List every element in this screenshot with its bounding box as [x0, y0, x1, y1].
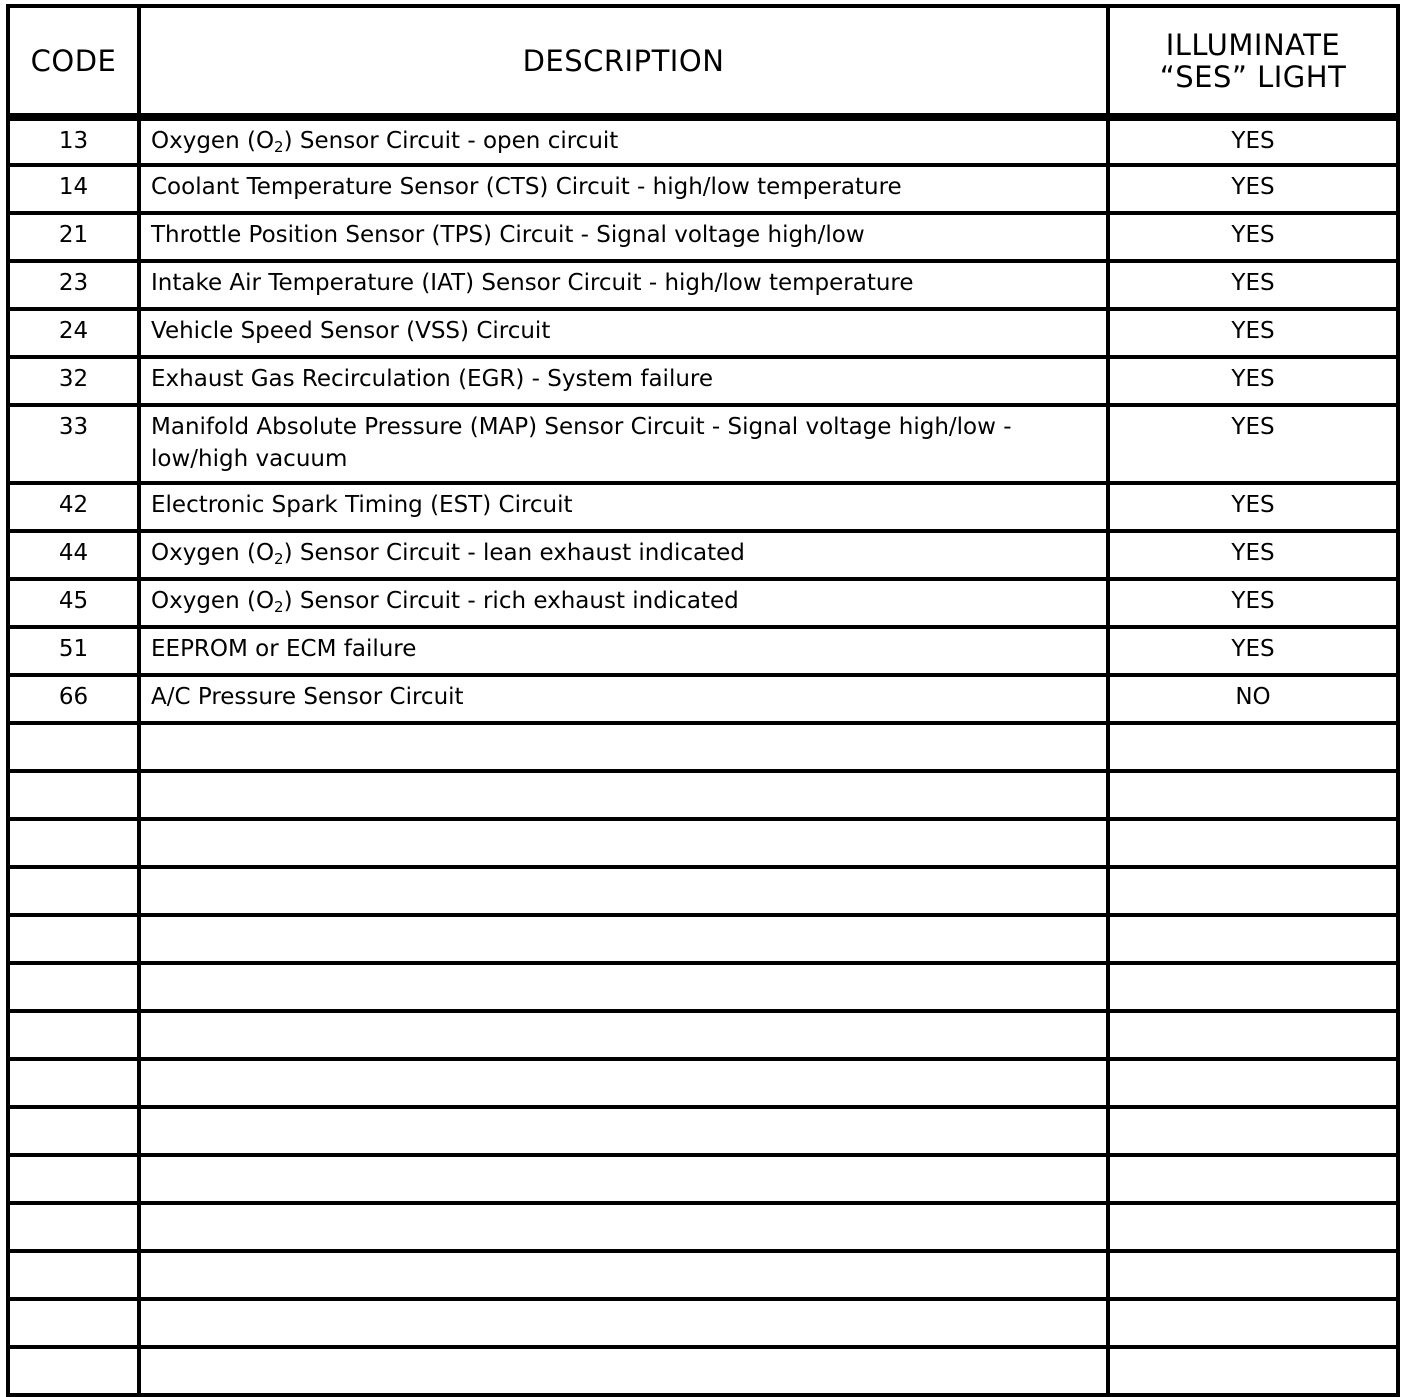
- table-row: [8, 627, 1398, 675]
- empty-table-row: [8, 1155, 1398, 1203]
- empty-cell: [8, 1299, 139, 1347]
- empty-cell: [1108, 963, 1398, 1011]
- empty-cell: [1108, 723, 1398, 771]
- empty-cell: [8, 1251, 139, 1299]
- empty-cell: [139, 1155, 1108, 1203]
- ses-light-column-header: [1108, 6, 1398, 117]
- empty-table-row: [8, 723, 1398, 771]
- code-cell: 51: [8, 627, 139, 675]
- empty-cell: [139, 1203, 1108, 1251]
- empty-cell: [139, 723, 1108, 771]
- ses-light-cell: NO: [1108, 675, 1398, 723]
- empty-table-row: [8, 819, 1398, 867]
- table-row: [8, 213, 1398, 261]
- empty-cell: [8, 915, 139, 963]
- empty-cell: [139, 1251, 1108, 1299]
- description-cell: Coolant Temperature Sensor (CTS) Circuit - high/low temperature: [139, 165, 1108, 213]
- ses-light-header-line1: ILLUMINATE: [1165, 27, 1341, 62]
- table-row: [8, 483, 1398, 531]
- ses-light-cell: YES: [1108, 213, 1398, 261]
- empty-cell: [139, 1107, 1108, 1155]
- ses-light-cell: YES: [1108, 627, 1398, 675]
- empty-cell: [1108, 1107, 1398, 1155]
- empty-table-row: [8, 1203, 1398, 1251]
- description-cell: Throttle Position Sensor (TPS) Circuit - Signal voltage high/low: [139, 213, 1108, 261]
- empty-cell: [139, 771, 1108, 819]
- description-text: Oxygen (O: [151, 128, 275, 154]
- code-cell: 23: [8, 261, 139, 309]
- code-cell: 42: [8, 483, 139, 531]
- empty-cell: [1108, 1203, 1398, 1251]
- empty-cell: [1108, 1251, 1398, 1299]
- table-row: [8, 309, 1398, 357]
- empty-cell: [139, 1011, 1108, 1059]
- ses-light-cell: YES: [1108, 165, 1398, 213]
- empty-table-row: [8, 1347, 1398, 1395]
- code-cell: 66: [8, 675, 139, 723]
- table-row: [8, 117, 1398, 165]
- subscript-2: 2: [274, 138, 284, 156]
- empty-table-row: [8, 771, 1398, 819]
- empty-table-row: [8, 1059, 1398, 1107]
- empty-table-row: [8, 963, 1398, 1011]
- code-column-header: CODE: [8, 6, 139, 117]
- empty-cell: [8, 963, 139, 1011]
- table-row: [8, 675, 1398, 723]
- ses-light-cell: YES: [1108, 531, 1398, 579]
- code-cell: 44: [8, 531, 139, 579]
- code-cell: 21: [8, 213, 139, 261]
- empty-cell: [1108, 867, 1398, 915]
- table-row: [8, 261, 1398, 309]
- empty-table-row: [8, 867, 1398, 915]
- description-cell: [139, 579, 1108, 627]
- empty-table-row: [8, 1251, 1398, 1299]
- table-row: [8, 531, 1398, 579]
- table-header-row: [8, 6, 1398, 117]
- empty-cell: [1108, 1299, 1398, 1347]
- description-cell: [139, 531, 1108, 579]
- code-cell: 13: [8, 117, 139, 165]
- empty-cell: [1108, 819, 1398, 867]
- description-text: ) Sensor Circuit - open circuit: [283, 128, 619, 154]
- description-cell: Exhaust Gas Recirculation (EGR) - System failure: [139, 357, 1108, 405]
- empty-table-row: [8, 1299, 1398, 1347]
- empty-cell: [139, 963, 1108, 1011]
- empty-table-row: [8, 1107, 1398, 1155]
- empty-table-row: [8, 1011, 1398, 1059]
- empty-cell: [1108, 1347, 1398, 1395]
- empty-cell: [139, 1299, 1108, 1347]
- empty-cell: [8, 723, 139, 771]
- description-cell: Intake Air Temperature (IAT) Sensor Circuit - high/low temperature: [139, 261, 1108, 309]
- empty-cell: [8, 1203, 139, 1251]
- ses-light-header-line2: “SES” LIGHT: [1159, 59, 1347, 94]
- empty-cell: [8, 867, 139, 915]
- empty-cell: [8, 771, 139, 819]
- ses-light-cell: YES: [1108, 357, 1398, 405]
- description-cell: Vehicle Speed Sensor (VSS) Circuit: [139, 309, 1108, 357]
- code-cell: 33: [8, 405, 139, 483]
- code-cell: 32: [8, 357, 139, 405]
- empty-cell: [139, 1059, 1108, 1107]
- table-row: [8, 357, 1398, 405]
- empty-cell: [8, 819, 139, 867]
- code-cell: 45: [8, 579, 139, 627]
- ses-light-cell: YES: [1108, 309, 1398, 357]
- code-cell: 14: [8, 165, 139, 213]
- empty-cell: [139, 819, 1108, 867]
- table-row: [8, 165, 1398, 213]
- empty-cell: [8, 1155, 139, 1203]
- empty-cell: [1108, 915, 1398, 963]
- empty-cell: [139, 915, 1108, 963]
- empty-cell: [1108, 1155, 1398, 1203]
- subscript-2: 2: [274, 550, 284, 568]
- empty-cell: [1108, 1059, 1398, 1107]
- description-cell: EEPROM or ECM failure: [139, 627, 1108, 675]
- description-column-header: DESCRIPTION: [139, 6, 1108, 117]
- ses-light-cell: YES: [1108, 483, 1398, 531]
- description-text: ) Sensor Circuit - lean exhaust indicated: [283, 540, 745, 566]
- description-cell: [139, 117, 1108, 165]
- code-cell: 24: [8, 309, 139, 357]
- empty-cell: [1108, 1011, 1398, 1059]
- ses-light-cell: YES: [1108, 405, 1398, 483]
- empty-cell: [139, 1347, 1108, 1395]
- dtc-sheet: [6, 4, 1396, 1390]
- trouble-code-table: [6, 4, 1400, 1397]
- description-cell: Manifold Absolute Pressure (MAP) Sensor Circuit - Signal voltage high/low - low/high vacuum: [139, 405, 1108, 483]
- empty-cell: [1108, 771, 1398, 819]
- empty-cell: [139, 867, 1108, 915]
- description-text: Oxygen (O: [151, 588, 275, 614]
- table-row: [8, 579, 1398, 627]
- ses-light-cell: YES: [1108, 579, 1398, 627]
- empty-cell: [8, 1107, 139, 1155]
- description-cell: Electronic Spark Timing (EST) Circuit: [139, 483, 1108, 531]
- table-row: [8, 405, 1398, 483]
- subscript-2: 2: [274, 598, 284, 616]
- ses-light-cell: YES: [1108, 261, 1398, 309]
- empty-cell: [8, 1347, 139, 1395]
- empty-table-row: [8, 915, 1398, 963]
- empty-cell: [8, 1059, 139, 1107]
- description-cell: A/C Pressure Sensor Circuit: [139, 675, 1108, 723]
- description-text: ) Sensor Circuit - rich exhaust indicated: [283, 588, 739, 614]
- ses-light-cell: YES: [1108, 117, 1398, 165]
- description-text: Oxygen (O: [151, 540, 275, 566]
- empty-cell: [8, 1011, 139, 1059]
